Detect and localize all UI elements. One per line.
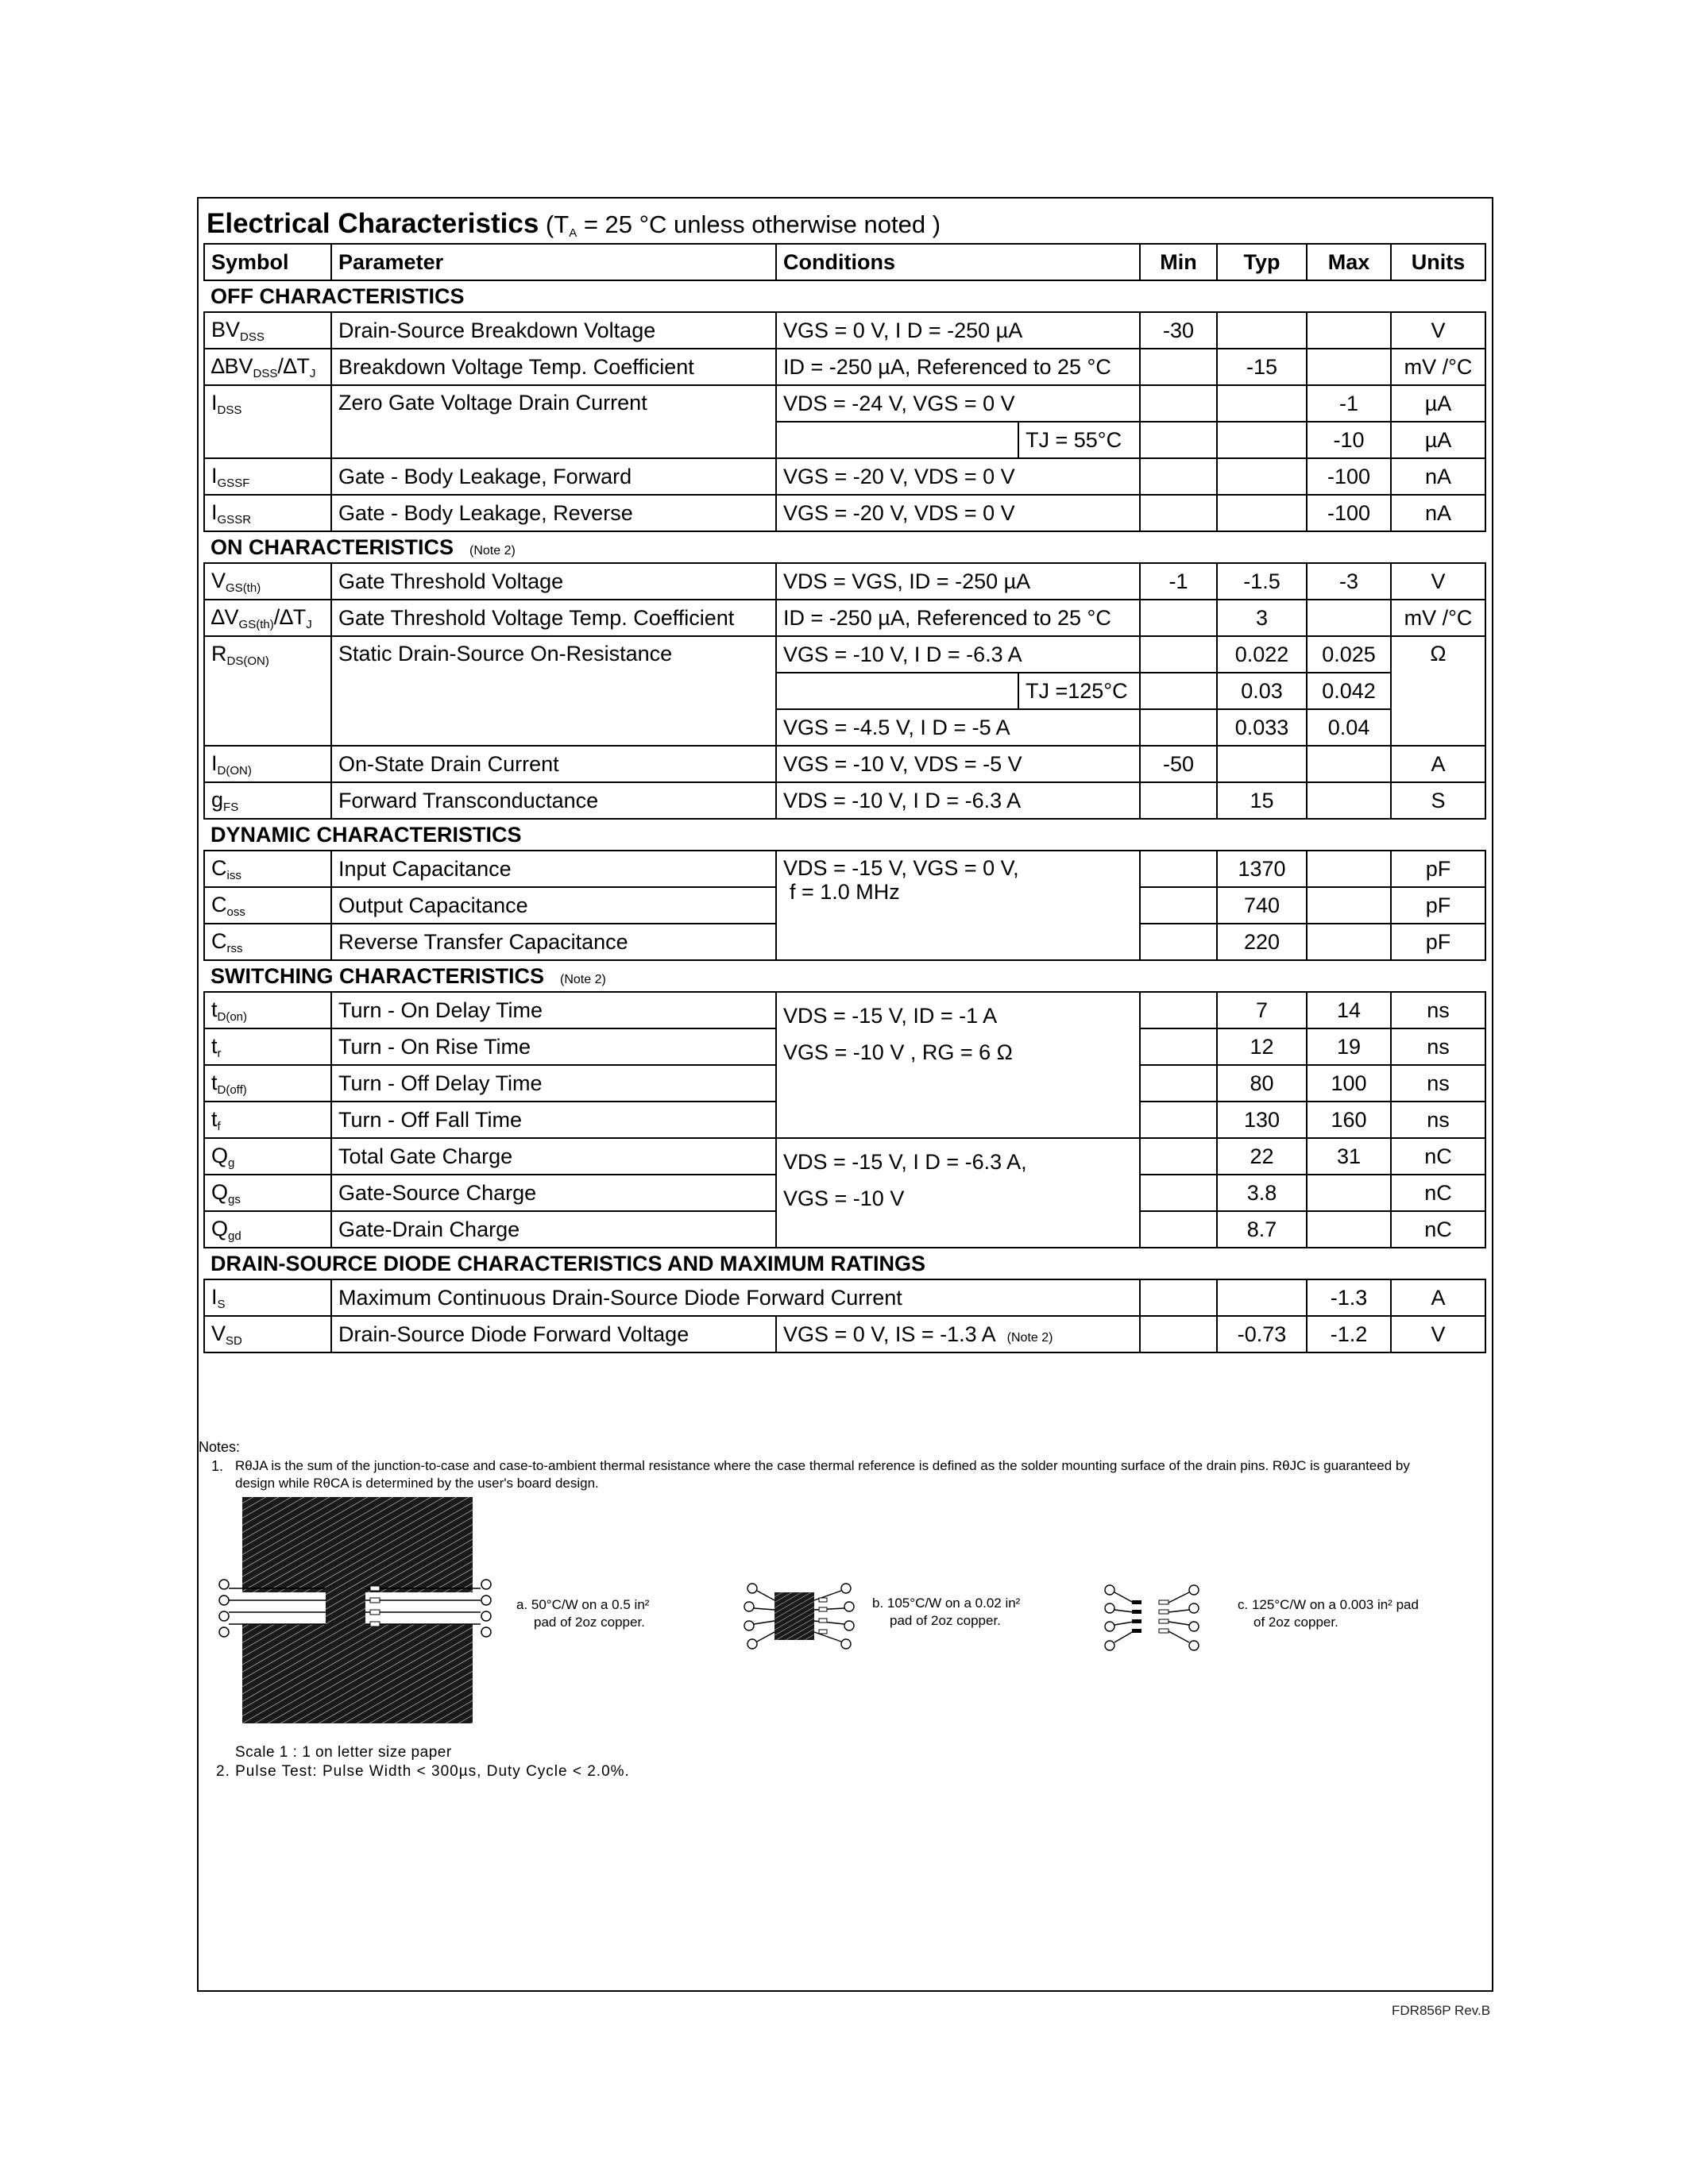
symbol-cell: $I_{GSSF}$ — [204, 458, 331, 495]
conditions-cell: VGS = -20 V, VDS = 0 V — [776, 495, 1140, 531]
max-cell — [1307, 851, 1391, 887]
conditions-cell: VGS = -4.5 V, I D = -5 A — [776, 709, 1140, 746]
caption-c-line-2: of 2oz copper. — [1253, 1615, 1338, 1630]
min-cell — [1140, 709, 1217, 746]
parameter-cell: Gate - Body Leakage, Reverse — [331, 495, 776, 531]
conditions-cell — [776, 422, 1018, 458]
max-cell — [1307, 782, 1391, 819]
max-cell: 19 — [1307, 1028, 1391, 1065]
typ-cell: 0.03 — [1217, 673, 1307, 709]
caption-a-line-2: pad of 2oz copper. — [534, 1615, 645, 1630]
typ-cell: 7 — [1217, 992, 1307, 1028]
max-cell: 160 — [1307, 1102, 1391, 1138]
symbol-cell: $\Delta V_{GS(th)}/\Delta T_J$ — [204, 600, 331, 636]
section-switching: SWITCHING CHARACTERISTICS (Note 2) — [204, 960, 1485, 992]
parameter-cell: Forward Transconductance — [331, 782, 776, 819]
typ-cell: 130 — [1217, 1102, 1307, 1138]
min-cell — [1140, 1102, 1217, 1138]
min-cell — [1140, 1028, 1217, 1065]
section-dynamic: DYNAMIC CHARACTERISTICS — [204, 819, 1485, 851]
typ-cell — [1217, 458, 1307, 495]
parameter-cell: Gate Threshold Voltage — [331, 563, 776, 600]
table-row — [204, 495, 1485, 531]
scale-note: Scale 1 : 1 on letter size paper — [235, 1744, 452, 1761]
symbol-cell: $Q_g$ — [204, 1138, 331, 1175]
max-cell — [1307, 600, 1391, 636]
conditions-tj-cell: TJ = 55°C — [1018, 422, 1140, 458]
min-cell — [1140, 495, 1217, 531]
parameter-cell: On-State Drain Current — [331, 746, 776, 782]
max-cell — [1307, 1211, 1391, 1248]
conditions-cell: VGS = -10 V, I D = -6.3 A — [776, 636, 1140, 673]
conditions-cell: VGS = -20 V, VDS = 0 V — [776, 458, 1140, 495]
table-row — [204, 992, 1485, 1028]
min-cell: -1 — [1140, 563, 1217, 600]
typ-cell — [1217, 495, 1307, 531]
conditions-cell: ID = -250 µA, Referenced to 25 °C — [776, 600, 1140, 636]
units-cell: mV /°C — [1391, 600, 1485, 636]
symbol-cell: $C_{rss}$ — [204, 924, 331, 960]
min-cell — [1140, 1138, 1217, 1175]
table-row — [204, 1138, 1485, 1175]
min-cell — [1140, 458, 1217, 495]
min-cell — [1140, 1211, 1217, 1248]
min-cell — [1140, 1279, 1217, 1316]
caption-a-line-1: a. 50°C/W on a 0.5 in² — [516, 1597, 650, 1612]
symbol-cell: $t_{D(on)}$ — [204, 992, 331, 1028]
table-row — [204, 782, 1485, 819]
typ-cell — [1217, 422, 1307, 458]
units-cell: nC — [1391, 1175, 1485, 1211]
units-cell: ns — [1391, 1028, 1485, 1065]
units-cell: pF — [1391, 851, 1485, 887]
min-cell — [1140, 385, 1217, 422]
units-cell: mV /°C — [1391, 349, 1485, 385]
symbol-cell: $R_{DS(ON)}$ — [204, 636, 331, 746]
typ-cell — [1217, 1279, 1307, 1316]
notes-heading: Notes: — [199, 1439, 241, 1455]
symbol-cell: $V_{SD}$ — [204, 1316, 331, 1352]
max-cell — [1307, 924, 1391, 960]
symbol-cell: $I_{GSSR}$ — [204, 495, 331, 531]
max-cell — [1307, 887, 1391, 924]
max-cell — [1307, 746, 1391, 782]
header-conditions: Conditions — [776, 244, 1140, 280]
max-cell: -1.2 — [1307, 1316, 1391, 1352]
parameter-cell: Turn - On Delay Time — [331, 992, 776, 1028]
min-cell — [1140, 1175, 1217, 1211]
units-cell: pF — [1391, 887, 1485, 924]
note-1-number: 1. — [211, 1458, 224, 1474]
min-cell — [1140, 1065, 1217, 1102]
symbol-cell: $t_f$ — [204, 1102, 331, 1138]
symbol-cell: $t_r$ — [204, 1028, 331, 1065]
min-cell — [1140, 992, 1217, 1028]
table-row — [204, 312, 1485, 349]
symbol-cell: $BV_{DSS}$ — [204, 312, 331, 349]
table-row — [204, 458, 1485, 495]
min-cell — [1140, 851, 1217, 887]
parameter-cell: Gate-Drain Charge — [331, 1211, 776, 1248]
conditions-cell: VDS = VGS, ID = -250 µA — [776, 563, 1140, 600]
parameter-cell: Gate Threshold Voltage Temp. Coefficient — [331, 600, 776, 636]
symbol-cell: $I_{D(ON)}$ — [204, 746, 331, 782]
parameter-cell: Turn - On Rise Time — [331, 1028, 776, 1065]
max-cell: 14 — [1307, 992, 1391, 1028]
header-max: Max — [1307, 244, 1391, 280]
parameter-cell: Gate - Body Leakage, Forward — [331, 458, 776, 495]
section-on: ON CHARACTERISTICS (Note 2) — [204, 531, 1485, 563]
typ-cell: -1.5 — [1217, 563, 1307, 600]
section-diode: DRAIN-SOURCE DIODE CHARACTERISTICS AND MAXIMUM RATINGS — [204, 1248, 1485, 1279]
typ-cell: 3 — [1217, 600, 1307, 636]
electrical-characteristics-table — [203, 243, 1486, 1353]
header-typ: Typ — [1217, 244, 1307, 280]
max-cell: -100 — [1307, 458, 1391, 495]
units-cell: nA — [1391, 458, 1485, 495]
typ-cell — [1217, 312, 1307, 349]
table-row — [204, 746, 1485, 782]
units-cell: ns — [1391, 1102, 1485, 1138]
caption-b-line-1: b. 105°C/W on a 0.02 in² — [872, 1596, 1021, 1611]
max-cell: -10 — [1307, 422, 1391, 458]
parameter-cell: Drain-Source Diode Forward Voltage — [331, 1316, 776, 1352]
note-2: 2. Pulse Test: Pulse Width < 300µs, Duty Cycle < 2.0%. — [216, 1763, 630, 1780]
header-units: Units — [1391, 244, 1485, 280]
parameter-cell: Zero Gate Voltage Drain Current — [331, 385, 776, 458]
units-cell: nC — [1391, 1138, 1485, 1175]
conditions-cell — [776, 673, 1018, 709]
units-cell: pF — [1391, 924, 1485, 960]
parameter-cell: Reverse Transfer Capacitance — [331, 924, 776, 960]
typ-cell: 1370 — [1217, 851, 1307, 887]
min-cell — [1140, 600, 1217, 636]
conditions-cell: VGS = 0 V, I D = -250 µA — [776, 312, 1140, 349]
typ-cell: 220 — [1217, 924, 1307, 960]
parameter-cell: Gate-Source Charge — [331, 1175, 776, 1211]
note-1-line-2: design while RθCA is determined by the user's board design. — [235, 1476, 599, 1491]
typ-cell: -15 — [1217, 349, 1307, 385]
units-cell: nA — [1391, 495, 1485, 531]
conditions-tj-cell: TJ =125°C — [1018, 673, 1140, 709]
min-cell — [1140, 349, 1217, 385]
pad-layout-a-diagram — [214, 1497, 508, 1735]
conditions-cell: VGS = -10 V, VDS = -5 V — [776, 746, 1140, 782]
max-cell — [1307, 312, 1391, 349]
header-parameter: Parameter — [331, 244, 776, 280]
table-row — [204, 851, 1485, 887]
min-cell — [1140, 422, 1217, 458]
typ-cell: 0.033 — [1217, 709, 1307, 746]
symbol-cell: $\Delta BV_{DSS}/\Delta T_J$ — [204, 349, 331, 385]
units-cell: A — [1391, 1279, 1485, 1316]
table-row — [204, 385, 1485, 422]
min-cell — [1140, 924, 1217, 960]
table-row — [204, 563, 1485, 600]
pad-layout-b-diagram — [743, 1576, 862, 1656]
parameter-cell: Turn - Off Fall Time — [331, 1102, 776, 1138]
section-off: OFF CHARACTERISTICS — [204, 280, 1485, 312]
header-symbol: Symbol — [204, 244, 331, 280]
units-cell: Ω — [1391, 636, 1485, 746]
header-min: Min — [1140, 244, 1217, 280]
typ-cell — [1217, 746, 1307, 782]
parameter-cell: Breakdown Voltage Temp. Coefficient — [331, 349, 776, 385]
conditions-cell: VDS = -10 V, I D = -6.3 A — [776, 782, 1140, 819]
conditions-cell: VDS = -24 V, VGS = 0 V — [776, 385, 1140, 422]
typ-cell: -0.73 — [1217, 1316, 1307, 1352]
max-cell — [1307, 1175, 1391, 1211]
conditions-cell: VDS = -15 V, ID = -1 A VGS = -10 V , RG = 6 Ω — [776, 992, 1140, 1138]
typ-cell: 0.022 — [1217, 636, 1307, 673]
min-cell — [1140, 782, 1217, 819]
typ-cell: 3.8 — [1217, 1175, 1307, 1211]
max-cell: 0.042 — [1307, 673, 1391, 709]
note-1-line-1: RθJA is the sum of the junction-to-case and case-to-ambient thermal resistance where the case thermal reference is defined as the solder mounting surface of the drain pins. RθJC is guaranteed by — [235, 1458, 1410, 1473]
typ-cell: 15 — [1217, 782, 1307, 819]
parameter-cell: Turn - Off Delay Time — [331, 1065, 776, 1102]
max-cell: 31 — [1307, 1138, 1391, 1175]
max-cell: -1 — [1307, 385, 1391, 422]
symbol-cell: $C_{oss}$ — [204, 887, 331, 924]
symbol-cell: $I_S$ — [204, 1279, 331, 1316]
max-cell: -100 — [1307, 495, 1391, 531]
max-cell: 0.025 — [1307, 636, 1391, 673]
min-cell: -30 — [1140, 312, 1217, 349]
symbol-cell: $t_{D(off)}$ — [204, 1065, 331, 1102]
symbol-cell: $I_{DSS}$ — [204, 385, 331, 458]
min-cell — [1140, 887, 1217, 924]
typ-cell: 740 — [1217, 887, 1307, 924]
units-cell: V — [1391, 563, 1485, 600]
typ-cell: 80 — [1217, 1065, 1307, 1102]
min-cell — [1140, 636, 1217, 673]
typ-cell — [1217, 385, 1307, 422]
units-cell: ns — [1391, 992, 1485, 1028]
units-cell: µA — [1391, 385, 1485, 422]
min-cell: -50 — [1140, 746, 1217, 782]
symbol-cell: $Q_{gs}$ — [204, 1175, 331, 1211]
table-row — [204, 636, 1485, 673]
conditions-cell: VDS = -15 V, VGS = 0 V, f = 1.0 MHz — [776, 851, 1140, 960]
symbol-cell: $C_{iss}$ — [204, 851, 331, 887]
conditions-cell: VGS = 0 V, IS = -1.3 A (Note 2) — [776, 1316, 1140, 1352]
max-cell: 100 — [1307, 1065, 1391, 1102]
units-cell: nC — [1391, 1211, 1485, 1248]
units-cell: A — [1391, 746, 1485, 782]
page-title: Electrical Characteristics ($T_A = 25$ °C unless otherwise noted ) — [207, 208, 941, 240]
footer-part-number: FDR856P Rev.B — [1392, 2003, 1491, 2018]
symbol-cell: $Q_{gd}$ — [204, 1211, 331, 1248]
max-cell — [1307, 349, 1391, 385]
caption-c-line-1: c. 125°C/W on a 0.003 in² pad — [1238, 1597, 1419, 1612]
parameter-cell: Static Drain-Source On-Resistance — [331, 636, 776, 746]
table-row — [204, 1279, 1485, 1316]
symbol-cell: $V_{GS(th)}$ — [204, 563, 331, 600]
table-row — [204, 600, 1485, 636]
units-cell: ns — [1391, 1065, 1485, 1102]
units-cell: µA — [1391, 422, 1485, 458]
table-row — [204, 349, 1485, 385]
table-row — [204, 1316, 1485, 1352]
table-header-row — [204, 244, 1485, 280]
conditions-cell: ID = -250 µA, Referenced to 25 °C — [776, 349, 1140, 385]
min-cell — [1140, 1316, 1217, 1352]
caption-b-line-2: pad of 2oz copper. — [890, 1613, 1001, 1628]
parameter-cell: Total Gate Charge — [331, 1138, 776, 1175]
min-cell — [1140, 673, 1217, 709]
parameter-cell: Input Capacitance — [331, 851, 776, 887]
typ-cell: 22 — [1217, 1138, 1307, 1175]
max-cell: -1.3 — [1307, 1279, 1391, 1316]
parameter-cell: Drain-Source Breakdown Voltage — [331, 312, 776, 349]
conditions-cell: VDS = -15 V, I D = -6.3 A, VGS = -10 V — [776, 1138, 1140, 1248]
units-cell: S — [1391, 782, 1485, 819]
units-cell: V — [1391, 312, 1485, 349]
symbol-cell: $g_{FS}$ — [204, 782, 331, 819]
parameter-cell: Output Capacitance — [331, 887, 776, 924]
pad-layout-c-diagram — [1100, 1580, 1219, 1660]
typ-cell: 12 — [1217, 1028, 1307, 1065]
max-cell: 0.04 — [1307, 709, 1391, 746]
units-cell: V — [1391, 1316, 1485, 1352]
max-cell: -3 — [1307, 563, 1391, 600]
parameter-cell: Maximum Continuous Drain-Source Diode Forward Current — [331, 1279, 1140, 1316]
typ-cell: 8.7 — [1217, 1211, 1307, 1248]
